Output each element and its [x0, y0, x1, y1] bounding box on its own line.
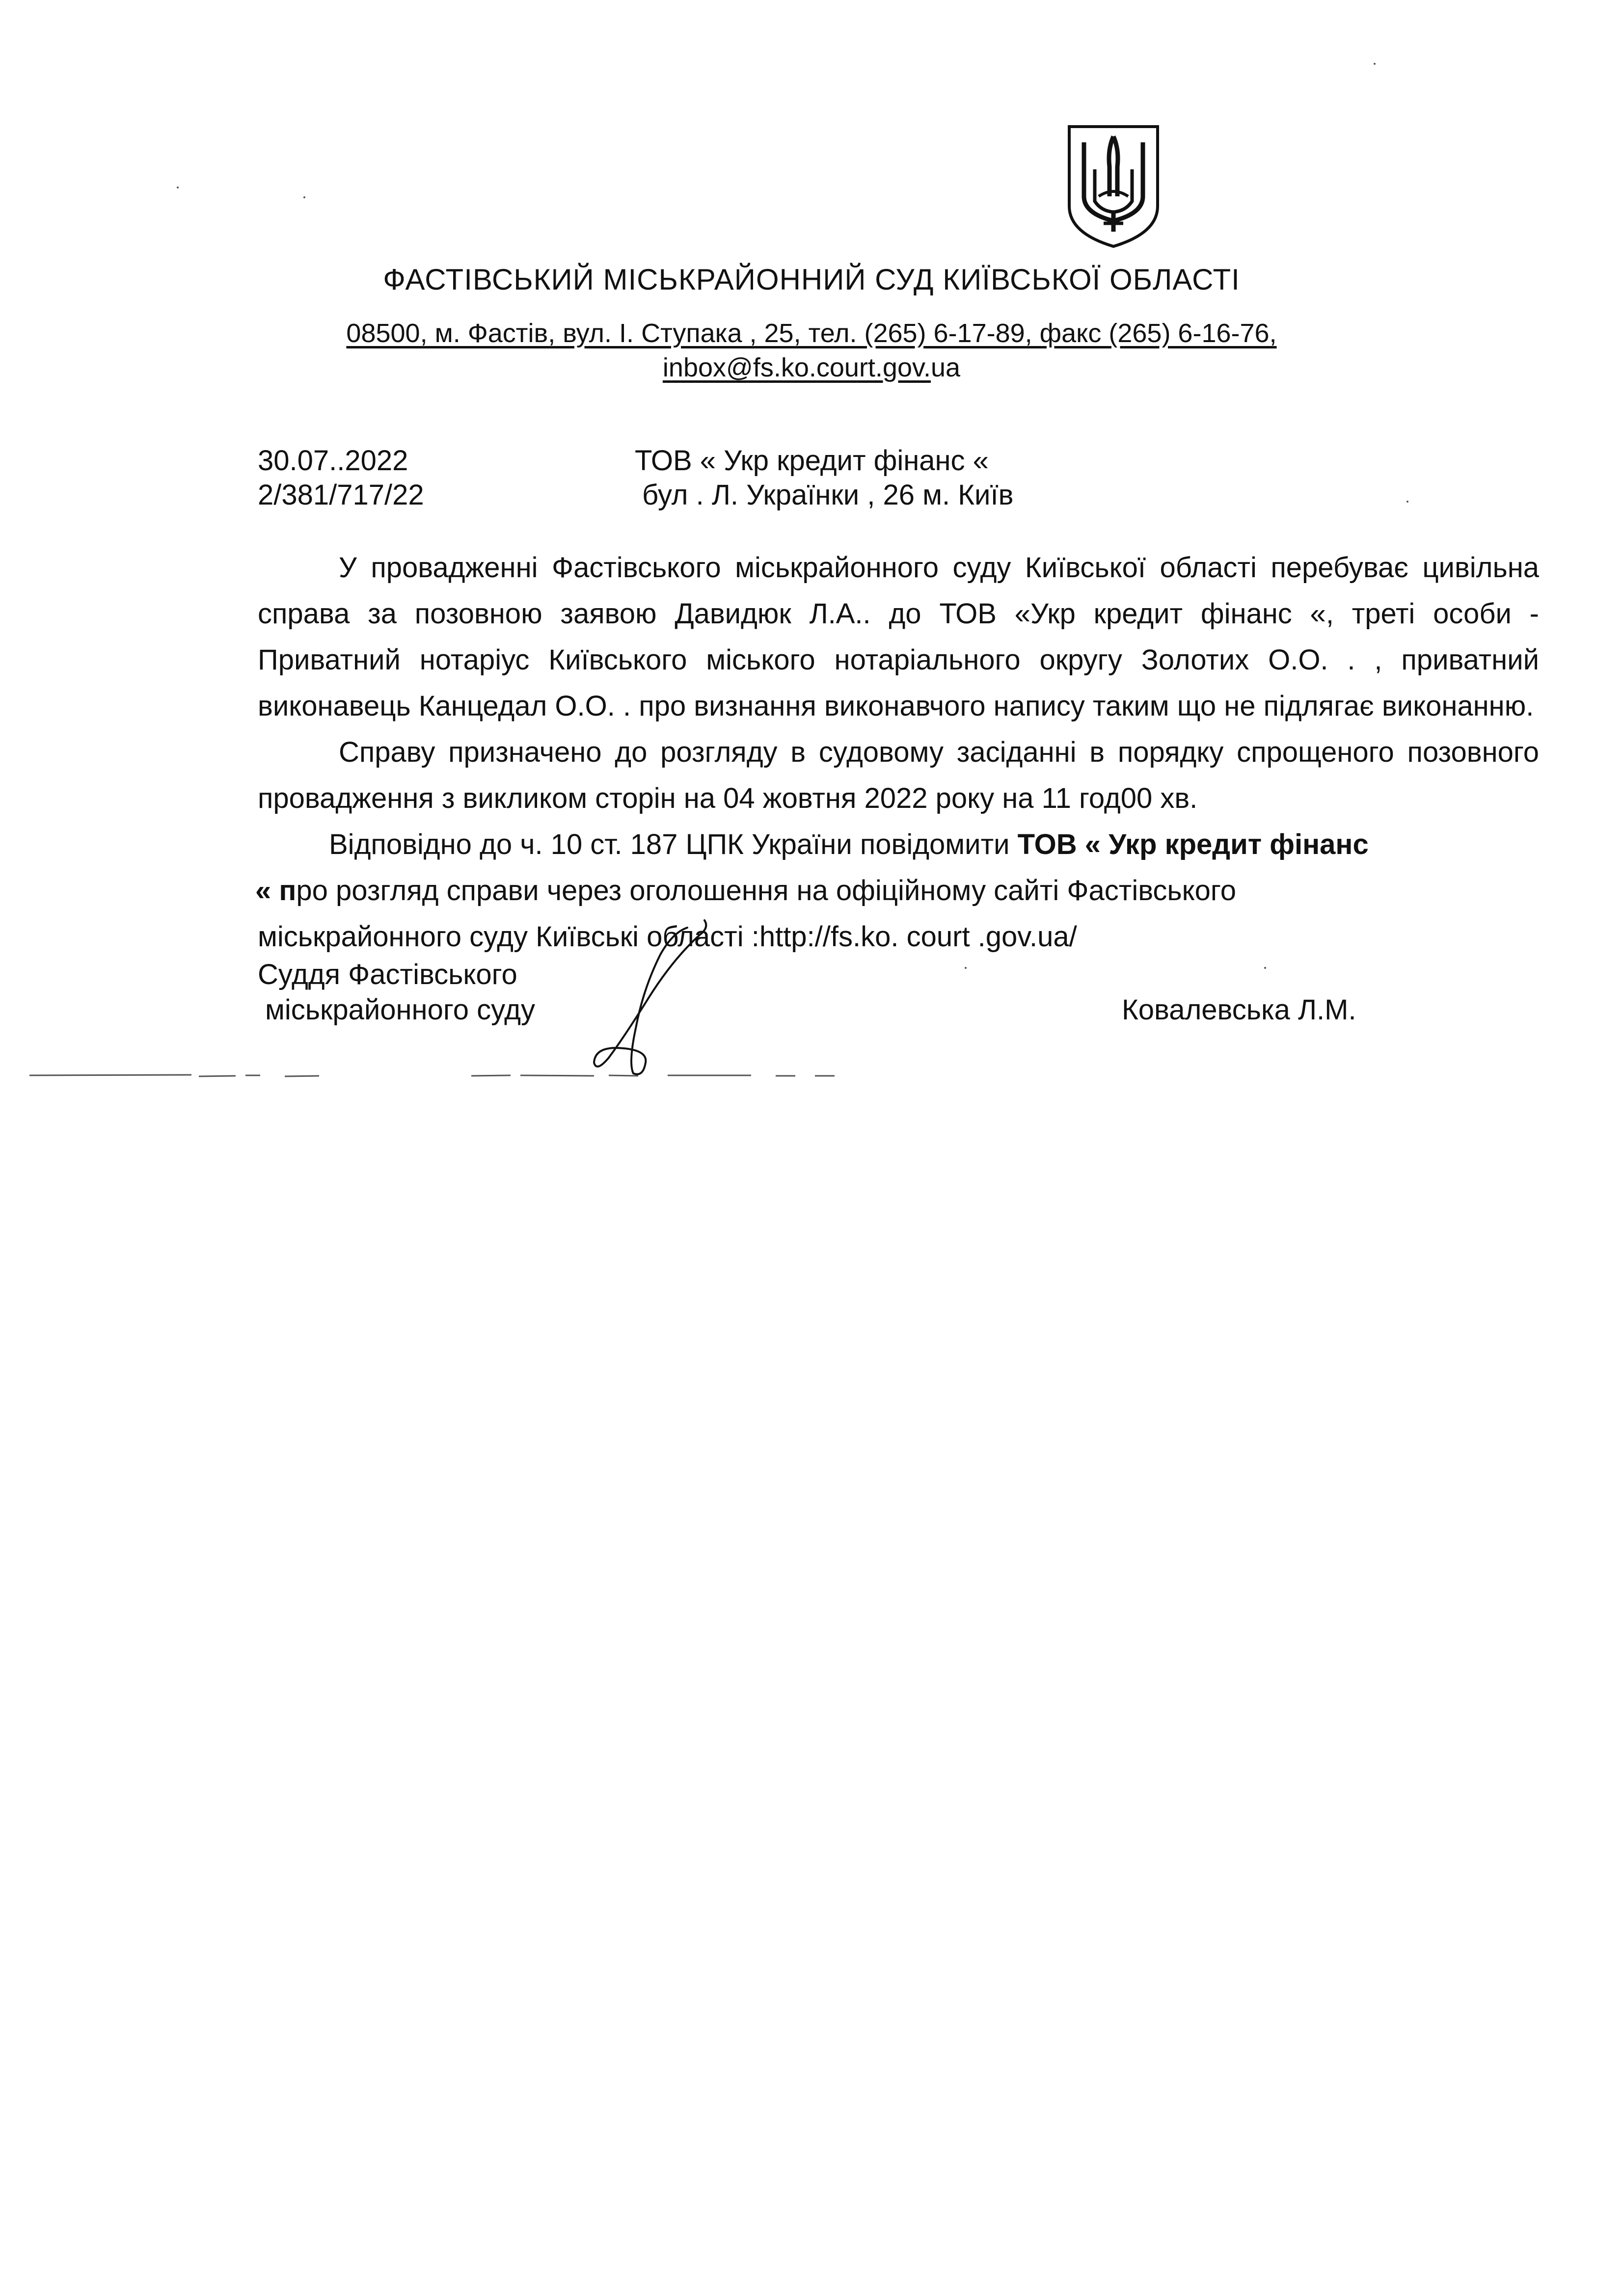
notification-quote: « п — [255, 875, 297, 907]
paragraph-hearing-date: Справу призначено до розгляду в судовому засіданні в порядку спрощеного позовного провадження з викликом сторін на 04 жовтня 2022 року на 11 год00 хв. — [258, 736, 1539, 814]
signature-label-line1: Суддя Фастівського — [258, 959, 517, 990]
notification-recipient: ТОВ « Укр кредит фінанс — [1017, 828, 1369, 860]
scan-speck — [1374, 63, 1376, 65]
letter-date: 30.07..2022 — [258, 445, 408, 477]
paragraph-case-description: У провадженні Фастівського міськрайонного суду Київської області перебуває цивільна справа за позовною заявою Давидюк Л.А.. до ТОВ «Укр кредит фінанс «, треті особи - Приватний нотаріус Київського міського нотаріального округу Золотих О.О. . , приватний виконавець Канцедал О.О. . про визнання виконавчого напису таким що не підлягає виконанню. — [258, 552, 1539, 722]
trident-coat-of-arms-icon — [1064, 123, 1163, 250]
court-email-link[interactable]: inbox@fs.ko.court.gov. — [662, 353, 931, 382]
scan-speck — [965, 967, 967, 969]
handwritten-signature-icon — [574, 915, 722, 1082]
letter-body — [255, 545, 1539, 960]
scan-speck — [1264, 967, 1266, 969]
notification-text-start: Відповідно до ч. 10 ст. 187 ЦПК України повідомити — [329, 828, 1018, 860]
paragraph-notification-line2 — [255, 868, 1539, 914]
court-address — [0, 318, 1623, 348]
notification-text-rest: ро розгляд справи через оголошення на офіційному сайті Фастівського — [296, 875, 1237, 907]
court-email-suffix: ua — [931, 353, 961, 382]
court-name: ФАСТІВСЬКИЙ МІСЬКРАЙОННИЙ СУД КИЇВСЬКОЇ ОБЛАСТІ — [383, 263, 1240, 296]
scan-speck — [303, 196, 305, 198]
recipient-address: бул . Л. Українки , 26 м. Київ — [642, 479, 1014, 511]
court-email[interactable] — [0, 352, 1623, 383]
case-number: 2/381/717/22 — [258, 479, 424, 511]
scan-speck — [1407, 501, 1408, 503]
scan-speck — [177, 187, 179, 188]
court-address-line: 08500, м. Фастів, вул. І. Ступака , 25, тел. (265) 6-17-89, факс (265) 6-16-76, — [346, 319, 1277, 348]
recipient-name: ТОВ « Укр кредит фінанс « — [635, 445, 989, 477]
scan-artifact-line — [29, 1072, 913, 1078]
judge-name: Ковалевська Л.М. — [1122, 994, 1356, 1026]
paragraph-notification — [258, 822, 1539, 868]
paragraph-notification-line3: міськрайонного суду Київські області :http://fs.ko. court .gov.ua/ — [258, 921, 1077, 953]
signature-label-line2: міськрайонного суду — [265, 994, 536, 1026]
